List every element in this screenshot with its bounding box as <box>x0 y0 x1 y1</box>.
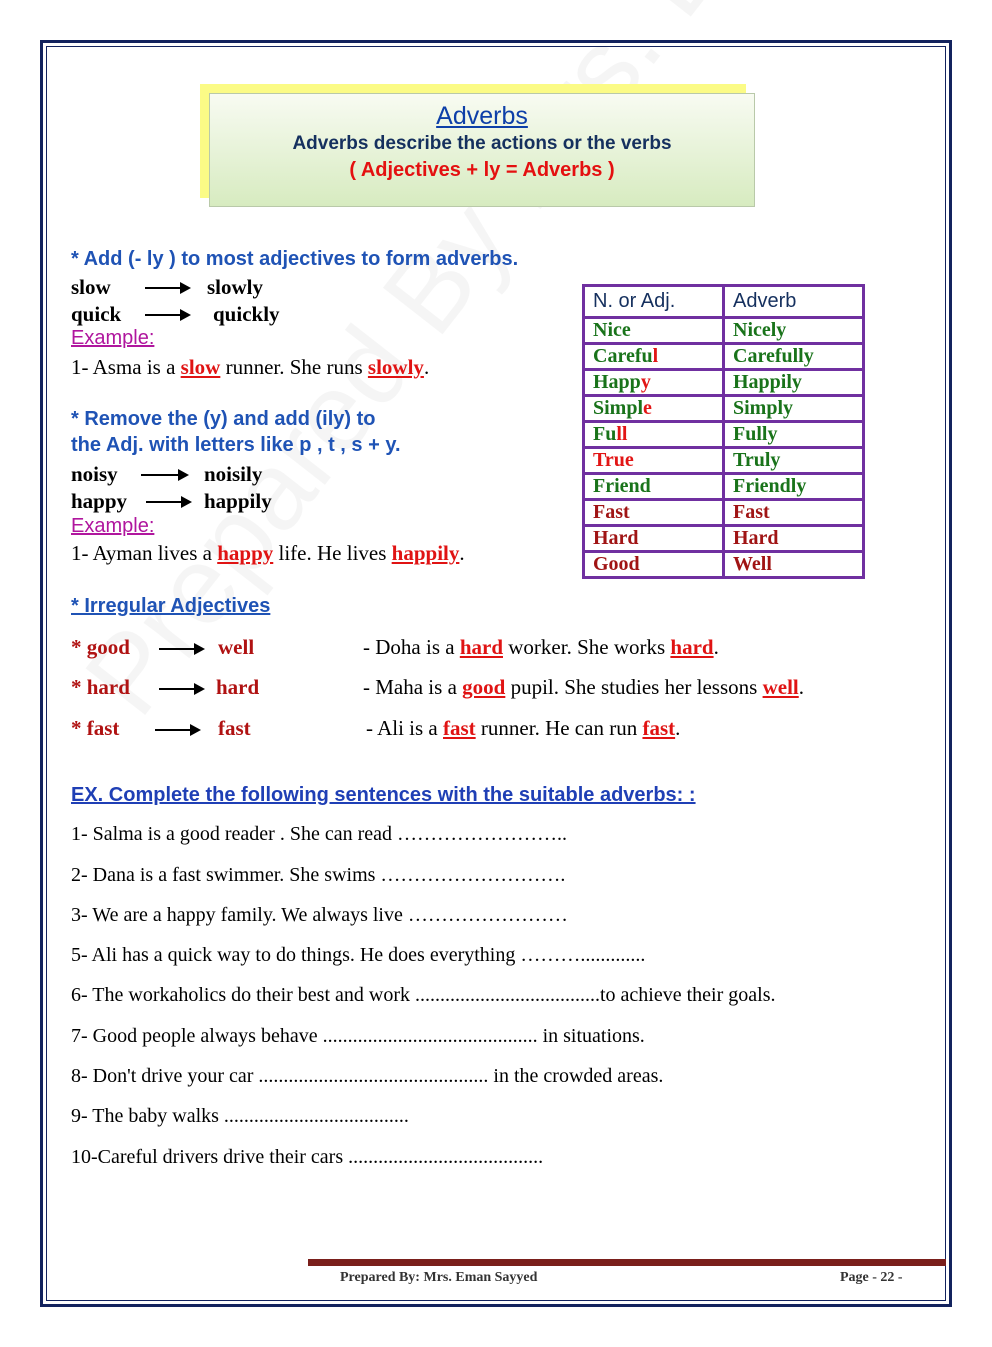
rule2-adj-2: happy <box>71 489 128 513</box>
table-header-row <box>584 286 864 318</box>
irregular-adj-3: * fast <box>71 716 120 740</box>
exercise-item: 3- We are a happy family. We always live …………………… <box>71 904 568 926</box>
table-cell-adj: True <box>584 448 724 474</box>
table-cell-adv: Friendly <box>724 474 864 500</box>
adverb-table <box>582 284 865 579</box>
table-header-adv: Adverb <box>724 286 864 318</box>
irregular-example-1: - Doha is a hard worker. She works hard. <box>363 635 719 659</box>
rule1-example: 1- Asma is a slow runner. She runs slowly. <box>71 355 430 379</box>
irregular-adv-1: well <box>218 635 255 659</box>
table-cell-adv: Carefully <box>724 344 864 370</box>
arrow-icon <box>159 688 203 690</box>
table-cell-adj: Friend <box>584 474 724 500</box>
rule1-adj-2: quick <box>71 302 122 326</box>
table-cell-adv: Happily <box>724 370 864 396</box>
exercise-item: 7- Good people always behave ........................................... in situations. <box>71 1025 645 1047</box>
title-box <box>209 93 755 207</box>
arrow-icon <box>141 474 187 476</box>
rule1-adv-2: quickly <box>213 302 280 326</box>
rule2-adv-2: happily <box>204 489 272 513</box>
exercise-item: 9- The baby walks ..................................... <box>71 1105 409 1127</box>
table-cell-adj: Simple <box>584 396 724 422</box>
table-cell-adv: Fast <box>724 500 864 526</box>
rule1-heading: * Add (- ly ) to most adjectives to form adverbs. <box>71 248 519 270</box>
table-cell-adj: Careful <box>584 344 724 370</box>
table-row <box>584 474 864 500</box>
rule2-heading-2: the Adj. with letters like p , t , s + y. <box>71 434 401 456</box>
exercise-item: 8- Don't drive your car .............................................. in the crowded areas. <box>71 1065 664 1087</box>
rule2-adj-1: noisy <box>71 462 118 486</box>
footer-bar <box>308 1259 946 1266</box>
table-cell-adj: Good <box>584 552 724 578</box>
table-cell-adv: Simply <box>724 396 864 422</box>
table-header-adj: N. or Adj. <box>584 286 724 318</box>
exercise-item: 2- Dana is a fast swimmer. She swims ………………………. <box>71 864 566 886</box>
arrow-icon <box>146 501 190 503</box>
arrow-icon <box>145 287 189 289</box>
table-row <box>584 422 864 448</box>
table-row <box>584 396 864 422</box>
table-row <box>584 552 864 578</box>
irregular-example-3: - Ali is a fast runner. He can run fast. <box>366 716 681 740</box>
rule2-example: 1- Ayman lives a happy life. He lives happily. <box>71 541 465 565</box>
rule2-example-label: Example: <box>71 515 155 537</box>
table-cell-adv: Nicely <box>724 318 864 344</box>
rule2-heading-1: * Remove the (y) and add (ily) to <box>71 408 376 430</box>
exercise-item: 1- Salma is a good reader . She can read …………………….. <box>71 823 567 845</box>
exercise-title: EX. Complete the following sentences with the suitable adverbs: : <box>71 784 696 806</box>
table-cell-adj: Fast <box>584 500 724 526</box>
page-title: Adverbs <box>436 102 528 130</box>
table-cell-adv: Truly <box>724 448 864 474</box>
table-row <box>584 448 864 474</box>
exercise-item: 5- Ali has a quick way to do things. He does everything ………............. <box>71 944 646 966</box>
irregular-adv-2: hard <box>216 675 260 699</box>
table-cell-adj: Happy <box>584 370 724 396</box>
table-row <box>584 370 864 396</box>
rule2-adv-1: noisily <box>204 462 263 486</box>
rule1-adj-1: slow <box>71 275 111 299</box>
table-cell-adv: Fully <box>724 422 864 448</box>
arrow-icon <box>155 729 199 731</box>
table-cell-adv: Hard <box>724 526 864 552</box>
table-row <box>584 500 864 526</box>
footer-prepared-by: Prepared By: Mrs. Eman Sayyed <box>340 1270 538 1285</box>
formula: ( Adjectives + ly = Adverbs ) <box>349 159 615 181</box>
arrow-icon <box>145 314 189 316</box>
rule1-example-label: Example: <box>71 327 155 349</box>
footer-page-number: Page - 22 - <box>840 1270 903 1285</box>
rule1-adv-1: slowly <box>207 275 264 299</box>
irregular-adj-1: * good <box>71 635 130 659</box>
irregular-heading: * Irregular Adjectives <box>71 595 271 617</box>
table-cell-adj: Nice <box>584 318 724 344</box>
irregular-adj-2: * hard <box>71 675 130 699</box>
table-row <box>584 344 864 370</box>
table-cell-adj: Full <box>584 422 724 448</box>
table-row <box>584 318 864 344</box>
table-cell-adv: Well <box>724 552 864 578</box>
table-row <box>584 526 864 552</box>
page-subtitle: Adverbs describe the actions or the verbs <box>292 133 672 154</box>
irregular-adv-3: fast <box>218 716 251 740</box>
table-cell-adj: Hard <box>584 526 724 552</box>
irregular-example-2: - Maha is a good pupil. She studies her lessons well. <box>363 675 804 699</box>
arrow-icon <box>159 648 203 650</box>
exercise-item: 6- The workaholics do their best and work .....................................to achieve their goals. <box>71 984 776 1006</box>
exercise-item: 10-Careful drivers drive their cars ....................................... <box>71 1146 544 1168</box>
